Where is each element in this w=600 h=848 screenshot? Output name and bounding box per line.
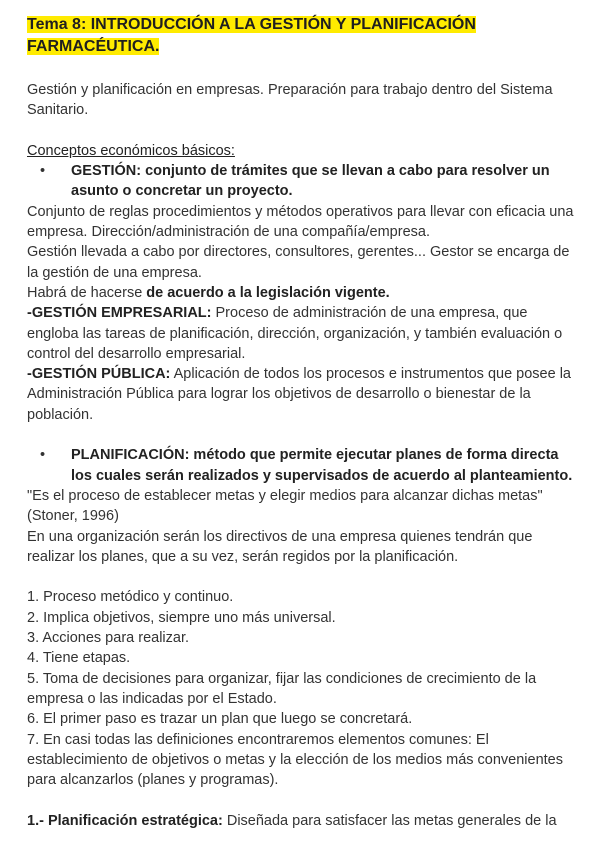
gestion-paragraph-2: Gestión llevada a cabo por directores, consultores, gerentes... Gestor se encarga de la gestión de una empresa. <box>27 244 570 281</box>
planificacion-estrategica <box>27 811 580 831</box>
planificacion-paragraph: En una organización serán los directivos de una empresa quienes tendrán que realizar los planes, que a su vez, serán regidos por la planificación. <box>27 528 533 565</box>
bullet-planificacion <box>27 445 580 486</box>
gestion-paragraph-3 <box>27 283 580 303</box>
gestion-publica <box>27 364 580 425</box>
title-line-2: FARMACÉUTICA. <box>27 38 160 55</box>
list-item: 6. El primer paso es trazar un plan que luego se concretará. <box>27 711 413 728</box>
gestion-definition: GESTIÓN: conjunto de trámites que se llevan a cabo para resolver un asunto o concretar un proyecto. <box>71 163 550 200</box>
gestion-p3-text: Habrá de hacerse <box>27 284 147 301</box>
estrategica-text: Diseñada para satisfacer las metas generales de la <box>222 812 557 829</box>
gestion-empresarial-text: Proceso de administración de una empresa, que engloba las tareas de planificación, dirección, organización, y también evaluación o control del desarrollo empresarial. <box>27 305 563 362</box>
list-item: 4. Tiene etapas. <box>27 650 131 667</box>
gestion-p3-bold: de acuerdo a la legislación vigente. <box>146 284 390 301</box>
gestion-paragraph-1: Conjunto de reglas procedimientos y métodos operativos para llevar con eficacia una empresa. Dirección/administración de una compañía/empresa. <box>27 203 574 241</box>
planificacion-list <box>27 587 580 790</box>
gestion-publica-text: Aplicación de todos los procesos e instrumentos que posee la Administración Pública para lograr los objetivos de desarrollo o bienestar de la población. <box>27 366 571 423</box>
title-line-1: Tema 8: INTRODUCCIÓN A LA GESTIÓN Y PLANIFICACIÓN <box>27 16 476 33</box>
list-item: 1. Proceso metódico y continuo. <box>27 589 234 606</box>
list-item: 3. Acciones para realizar. <box>27 630 190 647</box>
list-item: 5. Toma de decisiones para organizar, fijar las condiciones de crecimiento de la empresa o las indicadas por el Estado. <box>27 670 537 707</box>
estrategica-label: 1.- Planificación estratégica: <box>27 812 223 829</box>
bullet-dot: • <box>40 163 46 180</box>
list-item: 7. En casi todas las definiciones encontraremos elementos comunes: El establecimiento de objetivos o metas y la elección de los medios más convenientes para alcanzarlos (planes y programas). <box>27 731 563 789</box>
intro-paragraph: Gestión y planificación en empresas. Preparación para trabajo dentro del Sistema Sanitario. <box>27 82 553 119</box>
planificacion-quote: "Es el proceso de establecer metas y elegir medios para alcanzar dichas metas" (Stoner, 1996) <box>27 487 543 525</box>
gestion-empresarial-label: -GESTIÓN EMPRESARIAL: <box>27 305 212 322</box>
page-title <box>27 14 580 58</box>
bullet-dot: • <box>40 447 46 464</box>
list-item: 2. Implica objetivos, siempre uno más universal. <box>27 609 336 626</box>
concepts-heading: Conceptos económicos básicos: <box>27 142 235 159</box>
gestion-publica-label: -GESTIÓN PÚBLICA: <box>27 366 171 383</box>
gestion-empresarial <box>27 303 580 364</box>
bullet-gestion <box>27 161 580 202</box>
planificacion-definition: PLANIFICACIÓN: método que permite ejecutar planes de forma directa los cuales serán realizados y supervisados de acuerdo al planteamiento. <box>71 447 573 484</box>
